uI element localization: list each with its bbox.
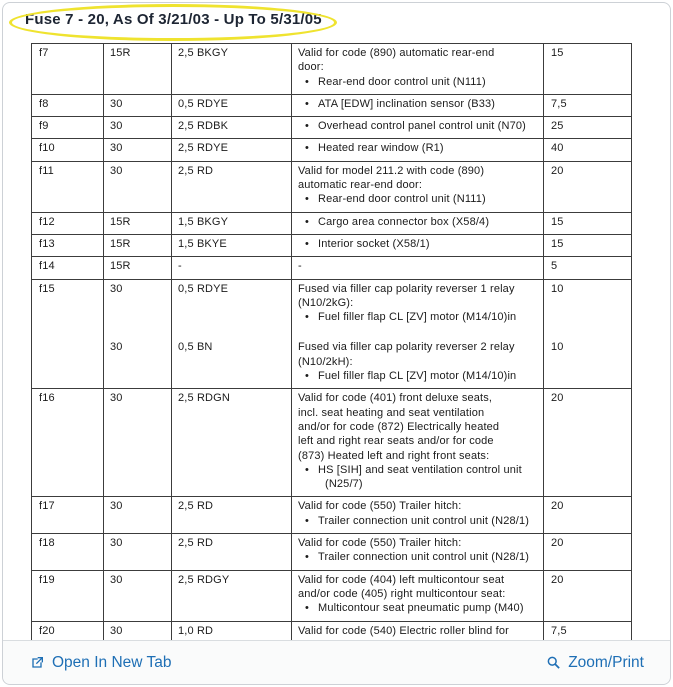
amperage-cell: 30 <box>104 161 172 212</box>
description-line: left and right rear seats and/or for code <box>298 435 494 448</box>
amperage-cell: 30 <box>104 117 172 139</box>
description-text: Interior socket (X58/1) <box>318 237 430 250</box>
bullet-icon: • <box>305 370 310 383</box>
fuse-id-cell: f10 <box>32 139 104 161</box>
bullet-icon: • <box>305 97 310 110</box>
fuse-row-f11 <box>32 161 632 212</box>
description-bullet-line <box>298 97 539 111</box>
description-cell <box>292 389 544 497</box>
fuse-row-f9 <box>32 117 632 139</box>
rating-cell: 10 <box>544 279 632 329</box>
fuse-row-f8 <box>32 94 632 116</box>
rating-cell: 20 <box>544 570 632 621</box>
fuse-id-cell: f19 <box>32 570 104 621</box>
wire-gauge-cell: 0,5 BN <box>172 329 292 388</box>
description-cell <box>292 212 544 234</box>
amperage-cell: 15R <box>104 212 172 234</box>
wire-gauge-cell: 2,5 RD <box>172 497 292 534</box>
fuse-table <box>31 43 632 672</box>
description-bullet-line <box>298 192 539 206</box>
amperage-cell: 30 <box>104 570 172 621</box>
description-cell <box>292 497 544 534</box>
description-bullet-line <box>298 310 539 324</box>
fuse-row-f7 <box>32 44 632 95</box>
wire-gauge-cell: 0,5 RDYE <box>172 279 292 329</box>
bullet-icon: • <box>305 193 310 206</box>
rating-cell: 15 <box>544 212 632 234</box>
description-bullet-line <box>298 215 539 229</box>
amperage-cell: 15R <box>104 44 172 95</box>
rating-cell: 10 <box>544 329 632 388</box>
description-line: Valid for code (550) Trailer hitch: <box>298 500 462 513</box>
fuse-row-f18 <box>32 534 632 571</box>
description-cell <box>292 161 544 212</box>
description-line: Fused via filler cap polarity reverser 2 relay <box>298 341 515 354</box>
description-text: Rear-end door control unit (N111) <box>318 193 486 206</box>
fuse-row-f10 <box>32 139 632 161</box>
bullet-icon: • <box>305 215 310 228</box>
zoom-print-label: Zoom/Print <box>568 653 644 671</box>
fuse-id-cell: f13 <box>32 234 104 256</box>
description-line: (873) Heated left and right front seats: <box>298 449 490 462</box>
rating-cell: 25 <box>544 117 632 139</box>
description-text: Fuel filler flap CL [ZV] motor (M14/10)in <box>318 370 517 383</box>
scanned-document <box>31 43 631 672</box>
fuse-id-cell: f12 <box>32 212 104 234</box>
amperage-cell: 30 <box>104 94 172 116</box>
fuse-row-f19 <box>32 570 632 621</box>
description-text: Trailer connection unit control unit (N28/1) <box>318 551 530 564</box>
bullet-icon: • <box>305 237 310 250</box>
bullet-icon: • <box>305 551 310 564</box>
wire-gauge-cell: - <box>172 257 292 279</box>
wire-gauge-cell: 1,5 BKYE <box>172 234 292 256</box>
description-text: Cargo area connector box (X58/4) <box>318 215 490 228</box>
rating-cell: 20 <box>544 497 632 534</box>
rating-cell: 20 <box>544 161 632 212</box>
fuse-id-cell: f14 <box>32 257 104 279</box>
description-line: Valid for code (404) left multicontour seat <box>298 573 505 586</box>
fuse-id-cell: f16 <box>32 389 104 497</box>
description-bullet-line <box>298 369 539 383</box>
description-bullet-line <box>298 141 539 155</box>
description-text: Trailer connection unit control unit (N28/1) <box>318 514 530 527</box>
amperage-cell: 15R <box>104 234 172 256</box>
description-bullet-line <box>298 237 539 251</box>
amperage-cell: 30 <box>104 389 172 497</box>
description-line: incl. seat heating and seat ventilation <box>298 406 485 419</box>
wire-gauge-cell: 2,5 RDYE <box>172 139 292 161</box>
description-line: Valid for code (540) Electric roller blind for <box>298 624 509 637</box>
description-cell <box>292 279 544 329</box>
description-bullet-line <box>298 601 539 615</box>
description-text: Overhead control panel control unit (N70) <box>318 120 526 133</box>
description-line: (N10/2kG): <box>298 296 354 309</box>
rating-cell: 20 <box>544 389 632 497</box>
title-block <box>25 11 322 28</box>
description-line: (N10/2kH): <box>298 355 353 368</box>
fuse-id-cell: f9 <box>32 117 104 139</box>
open-in-new-tab-label: Open In New Tab <box>52 653 172 671</box>
description-text: Rear-end door control unit (N111) <box>318 75 486 88</box>
description-bullet-line <box>298 514 539 528</box>
amperage-cell: 30 <box>104 279 172 329</box>
bullet-icon: • <box>305 514 310 527</box>
open-in-new-tab-link[interactable] <box>29 654 171 672</box>
wire-gauge-cell: 0,5 RDYE <box>172 94 292 116</box>
fuse-row-f15-2 <box>32 329 632 388</box>
fuse-row-f16 <box>32 389 632 497</box>
fuse-id-cell: f7 <box>32 44 104 95</box>
description-text: Multicontour seat pneumatic pump (M40) <box>318 602 524 615</box>
document-viewer-panel <box>2 2 671 685</box>
wire-gauge-cell: 2,5 RDGN <box>172 389 292 497</box>
amperage-cell: 15R <box>104 257 172 279</box>
magnifier-icon <box>546 655 561 670</box>
bullet-icon: • <box>305 142 310 155</box>
description-line: (N25/7) <box>325 478 363 491</box>
description-line: and/or code (405) right multicontour seat: <box>298 587 506 600</box>
rating-cell: 15 <box>544 44 632 95</box>
amperage-cell: 30 <box>104 139 172 161</box>
description-cell <box>292 139 544 161</box>
fuse-table-body <box>32 44 632 672</box>
amperage-cell: 30 <box>104 534 172 571</box>
description-line: and/or for code (872) Electrically heated <box>298 420 500 433</box>
description-text: HS [SIH] and seat ventilation control unit <box>318 463 522 476</box>
rating-cell: 20 <box>544 534 632 571</box>
description-cell <box>292 117 544 139</box>
description-text: ATA [EDW] inclination sensor (B33) <box>318 97 496 110</box>
description-line: - <box>298 260 302 273</box>
rating-cell: 15 <box>544 234 632 256</box>
description-cell <box>292 94 544 116</box>
description-bullet-line <box>298 463 539 477</box>
fuse-id-cell: f17 <box>32 497 104 534</box>
description-line: Valid for model 211.2 with code (890) <box>298 164 485 177</box>
amperage-cell: 30 <box>104 497 172 534</box>
bullet-icon: • <box>305 120 310 133</box>
description-line: Valid for code (550) Trailer hitch: <box>298 537 462 550</box>
fuse-id-cell: f18 <box>32 534 104 571</box>
bullet-icon: • <box>305 75 310 88</box>
bullet-icon: • <box>305 311 310 324</box>
description-line: door: <box>298 61 324 74</box>
fuse-row-f15-1 <box>32 279 632 329</box>
description-line: Valid for code (890) automatic rear-end <box>298 47 495 59</box>
fuse-row-f13 <box>32 234 632 256</box>
description-cell <box>292 44 544 95</box>
wire-gauge-cell: 2,5 RD <box>172 534 292 571</box>
description-cell <box>292 257 544 279</box>
description-line: automatic rear-end door: <box>298 179 423 192</box>
description-bullet-line <box>298 550 539 564</box>
description-cell <box>292 234 544 256</box>
bullet-icon: • <box>305 463 310 476</box>
description-cell <box>292 329 544 388</box>
rating-cell: 5 <box>544 257 632 279</box>
rating-cell: 7,5 <box>544 621 632 672</box>
description-cell <box>292 534 544 571</box>
wire-gauge-cell: 2,5 BKGY <box>172 44 292 95</box>
fuse-row-f12 <box>32 212 632 234</box>
rating-cell: 40 <box>544 139 632 161</box>
fuse-id-cell: f15 <box>32 279 104 389</box>
wire-gauge-cell: 2,5 RDGY <box>172 570 292 621</box>
page-title: Fuse 7 - 20, As Of 3/21/03 - Up To 5/31/05 <box>25 11 322 28</box>
fuse-id-cell: f11 <box>32 161 104 212</box>
wire-gauge-cell: 1,0 RD <box>172 621 292 672</box>
description-line: Valid for code (401) front deluxe seats, <box>298 392 493 405</box>
description-bullet-line <box>298 119 539 133</box>
wire-gauge-cell: 1,5 BKGY <box>172 212 292 234</box>
description-text: Fuel filler flap CL [ZV] motor (M14/10)in <box>318 311 517 324</box>
fuse-id-cell: f8 <box>32 94 104 116</box>
description-text: Heated rear window (R1) <box>318 142 444 155</box>
wire-gauge-cell: 2,5 RD <box>172 161 292 212</box>
amperage-cell: 30 <box>104 621 172 672</box>
fuse-row-f14 <box>32 257 632 279</box>
amperage-cell: 30 <box>104 329 172 388</box>
external-link-icon <box>29 655 45 671</box>
viewer-toolbar <box>3 640 670 684</box>
bullet-icon: • <box>305 602 310 615</box>
description-line: Fused via filler cap polarity reverser 1 relay <box>298 282 515 295</box>
wire-gauge-cell: 2,5 RDBK <box>172 117 292 139</box>
rating-cell: 7,5 <box>544 94 632 116</box>
description-bullet-line <box>298 75 539 89</box>
zoom-print-link[interactable] <box>546 654 644 672</box>
description-cell <box>292 570 544 621</box>
fuse-id-cell: f20 <box>32 621 104 672</box>
fuse-row-f17 <box>32 497 632 534</box>
